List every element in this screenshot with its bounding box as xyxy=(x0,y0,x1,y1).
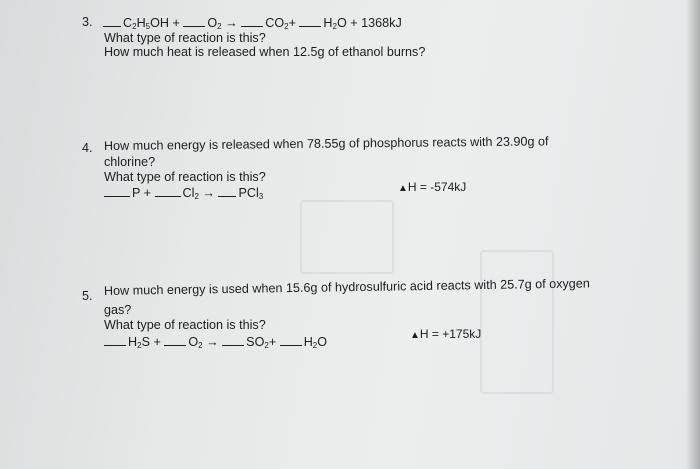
answer-blank[interactable] xyxy=(241,15,263,27)
answer-blank[interactable] xyxy=(183,15,205,27)
page-edge-shadow xyxy=(686,0,700,469)
enthalpy-change: ▲H = -574kJ xyxy=(398,180,467,194)
answer-blank[interactable] xyxy=(104,334,126,346)
question-text: How much heat is released when 12.5g of ethanol burns? xyxy=(104,45,426,59)
chemical-equation: $P + Cl_2 \to PCl_3$ xyxy=(104,185,263,201)
question-text: chlorine? xyxy=(104,155,156,169)
delta-icon: ▲ xyxy=(398,183,408,194)
answer-blank[interactable] xyxy=(155,185,181,197)
arrow: → xyxy=(206,335,219,349)
answer-blank[interactable] xyxy=(299,15,321,27)
question-text: What type of reaction is this? xyxy=(104,31,266,45)
question-text: What type of reaction is this? xyxy=(104,170,266,184)
answer-blank[interactable] xyxy=(104,185,130,197)
question-number: 4. xyxy=(82,141,93,155)
answer-blank[interactable] xyxy=(218,185,236,197)
answer-blank[interactable] xyxy=(222,334,244,346)
question-text: How much energy is released when 78.55g of phosphorus reacts with 23.90g of xyxy=(103,134,549,153)
answer-blank[interactable] xyxy=(164,334,186,346)
question-number: 5. xyxy=(82,289,93,303)
delta-icon: ▲ xyxy=(410,330,420,341)
chemical-equation: $H_2S + O_2 \to SO_2+ H_2O$ xyxy=(104,334,327,350)
answer-blank[interactable] xyxy=(280,334,302,346)
arrow: → xyxy=(202,186,215,200)
question-text: gas? xyxy=(104,303,132,317)
question-number: 3. xyxy=(82,15,93,29)
background-ghost-shape xyxy=(300,200,394,274)
arrow: → xyxy=(225,16,238,30)
background-ghost-shape xyxy=(480,250,554,394)
chemical-equation: $C_2H_5OH + O_2 \to CO_2+ H_2O + 1368kJ$ xyxy=(103,15,402,31)
enthalpy-change: ▲H = +175kJ xyxy=(410,327,482,341)
question-text: How much energy is used when 15.6g of hydrosulfuric acid reacts with 25.7g of oxygen xyxy=(103,276,590,298)
answer-blank[interactable] xyxy=(103,15,121,27)
question-text: What type of reaction is this? xyxy=(104,318,266,332)
